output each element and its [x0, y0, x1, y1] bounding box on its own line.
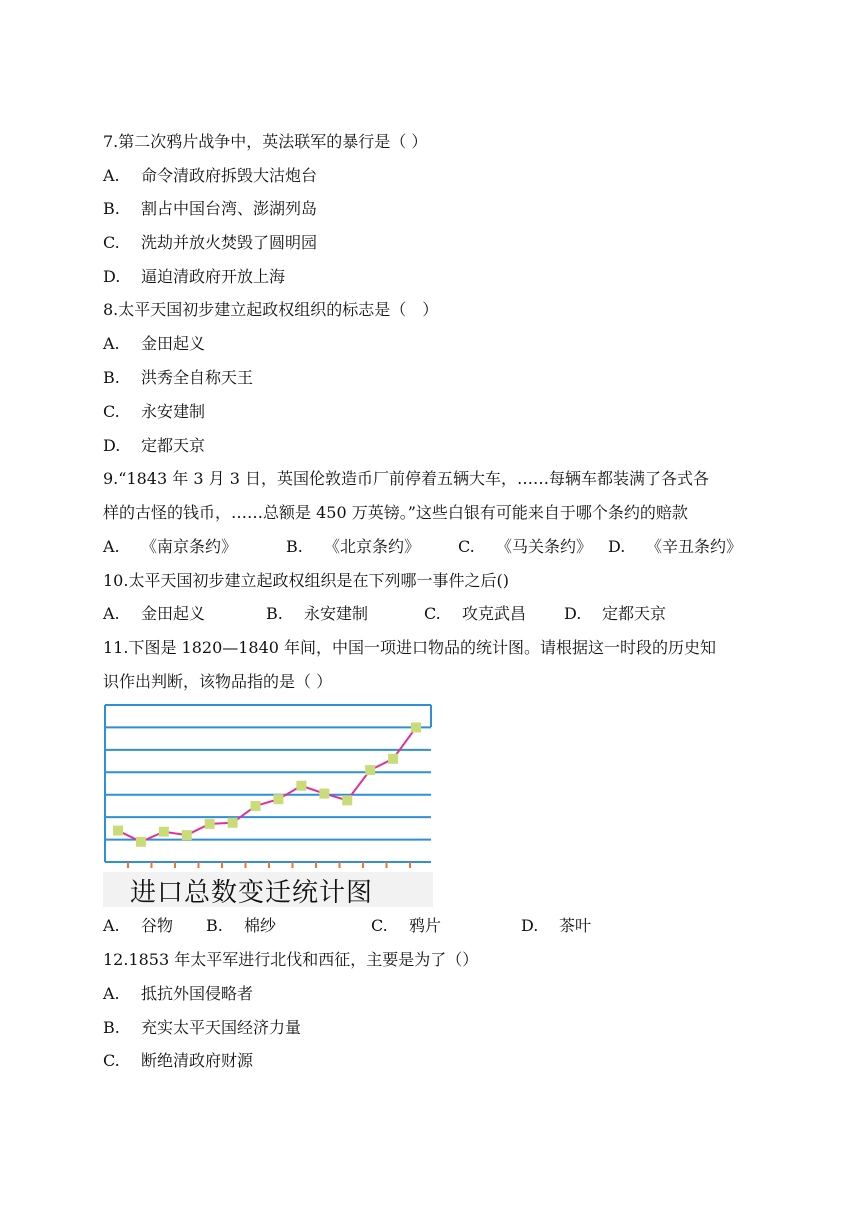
- question-9-option-c[interactable]: [458, 537, 592, 557]
- option-text: 永安建制: [141, 402, 206, 421]
- option-letter: B.: [206, 916, 223, 935]
- option-text: 鸦片: [409, 916, 442, 935]
- option-letter: A.: [103, 916, 120, 935]
- option-text: 定都天京: [602, 604, 667, 623]
- option-letter: C.: [424, 604, 441, 623]
- question-12-option-c[interactable]: [103, 1051, 253, 1071]
- option-text: 《北京条约》: [324, 537, 421, 556]
- option-text: 命令清政府拆毁大沽炮台: [141, 166, 318, 185]
- question-8-option-a[interactable]: [103, 334, 205, 354]
- question-8-option-d[interactable]: [103, 436, 205, 456]
- option-letter: D.: [564, 604, 582, 623]
- data-point-5: [205, 819, 215, 829]
- question-7-option-c[interactable]: [103, 233, 317, 253]
- option-letter: C.: [103, 233, 120, 252]
- option-letter: C.: [458, 537, 475, 556]
- question-9-stem-line-1: 9.“1843 年 3 月 3 日，英国伦敦造币厂前停着五辆大车，……每辆车都装满了各式各: [103, 469, 709, 488]
- option-letter: B.: [266, 604, 283, 623]
- data-point-8: [273, 794, 283, 804]
- question-12-option-a[interactable]: [103, 984, 253, 1004]
- question-10-option-a[interactable]: [103, 604, 205, 624]
- question-10-option-c[interactable]: [424, 604, 526, 624]
- question-11-option-c[interactable]: [371, 916, 441, 936]
- option-text: 《辛丑条约》: [646, 537, 743, 556]
- question-12-option-b[interactable]: [103, 1018, 301, 1038]
- question-11-stem-line-1: 11.下图是 1820—1840 年间，中国一项进口物品的统计图。请根据这一时段的历史知: [103, 638, 717, 657]
- data-point-9: [296, 781, 306, 791]
- data-point-14: [411, 722, 421, 732]
- data-point-12: [365, 765, 375, 775]
- option-letter: D.: [103, 267, 121, 286]
- option-letter: B.: [103, 1018, 120, 1037]
- data-point-10: [319, 789, 329, 799]
- question-9-option-b[interactable]: [286, 537, 420, 557]
- option-text: 谷物: [141, 916, 174, 935]
- data-point-7: [251, 801, 261, 811]
- data-point-2: [136, 837, 146, 847]
- chart-title: 进口总数变迁统计图: [130, 878, 374, 908]
- option-letter: B.: [103, 199, 120, 218]
- option-letter: A.: [103, 984, 120, 1003]
- option-text: 金田起义: [141, 334, 206, 353]
- option-letter: A.: [103, 166, 120, 185]
- option-text: 金田起义: [141, 604, 206, 623]
- option-text: 永安建制: [304, 604, 369, 623]
- option-letter: D.: [521, 916, 539, 935]
- option-text: 攻克武昌: [462, 604, 527, 623]
- question-9-stem-line-2: 样的古怪的钱币，……总额是 450 万英镑。”这些白银有可能来自于哪个条约的赔款: [103, 503, 688, 522]
- question-11-option-d[interactable]: [521, 916, 591, 936]
- option-text: 充实太平天国经济力量: [141, 1018, 302, 1037]
- option-letter: A.: [103, 537, 120, 556]
- data-point-4: [182, 830, 192, 840]
- data-point-6: [228, 818, 238, 828]
- option-text: 洪秀全自称天王: [141, 368, 254, 387]
- series-line: [118, 727, 416, 841]
- option-letter: B.: [103, 368, 120, 387]
- question-7-stem: 7.第二次鸦片战争中，英法联军的暴行是（ ）: [103, 132, 428, 151]
- option-letter: D.: [103, 436, 121, 455]
- question-7-option-a[interactable]: [103, 166, 317, 186]
- question-9-option-a[interactable]: [103, 537, 237, 557]
- question-11-stem-line-2: 识作出判断，该物品指的是（ ）: [103, 672, 333, 691]
- option-text: 《马关条约》: [496, 537, 593, 556]
- data-point-1: [113, 826, 123, 836]
- option-letter: C.: [371, 916, 388, 935]
- question-8-stem: 8.太平天国初步建立起政权组织的标志是（ ）: [103, 300, 439, 319]
- option-text: 断绝清政府财源: [141, 1051, 254, 1070]
- option-text: 抵抗外国侵略者: [141, 984, 254, 1003]
- option-letter: D.: [608, 537, 626, 556]
- question-7-option-b[interactable]: [103, 199, 317, 219]
- question-7-option-d[interactable]: [103, 267, 285, 287]
- question-11-option-a[interactable]: [103, 916, 173, 936]
- question-11-option-b[interactable]: [206, 916, 276, 936]
- option-letter: C.: [103, 402, 120, 421]
- option-text: 茶叶: [559, 916, 592, 935]
- question-12-stem: 12.1853 年太平军进行北伐和西征，主要是为了（）: [103, 950, 479, 969]
- option-text: 《南京条约》: [141, 537, 238, 556]
- option-letter: A.: [103, 334, 120, 353]
- question-9-option-d[interactable]: [608, 537, 742, 557]
- data-point-13: [388, 754, 398, 764]
- option-text: 逼迫清政府开放上海: [141, 267, 286, 286]
- option-text: 定都天京: [141, 436, 206, 455]
- question-10-stem: 10.太平天国初步建立起政权组织是在下列哪一事件之后(): [103, 571, 509, 590]
- data-point-11: [342, 795, 352, 805]
- question-8-option-c[interactable]: [103, 402, 205, 422]
- option-text: 洗劫并放火焚毁了圆明园: [141, 233, 318, 252]
- question-8-option-b[interactable]: [103, 368, 253, 388]
- question-10-option-b[interactable]: [266, 604, 368, 624]
- data-point-3: [159, 827, 169, 837]
- option-text: 割占中国台湾、澎湖列岛: [141, 199, 318, 218]
- question-10-option-d[interactable]: [564, 604, 666, 624]
- option-letter: A.: [103, 604, 120, 623]
- series-markers: [113, 722, 421, 846]
- option-letter: B.: [286, 537, 303, 556]
- option-letter: C.: [103, 1051, 120, 1070]
- option-text: 棉纱: [244, 916, 277, 935]
